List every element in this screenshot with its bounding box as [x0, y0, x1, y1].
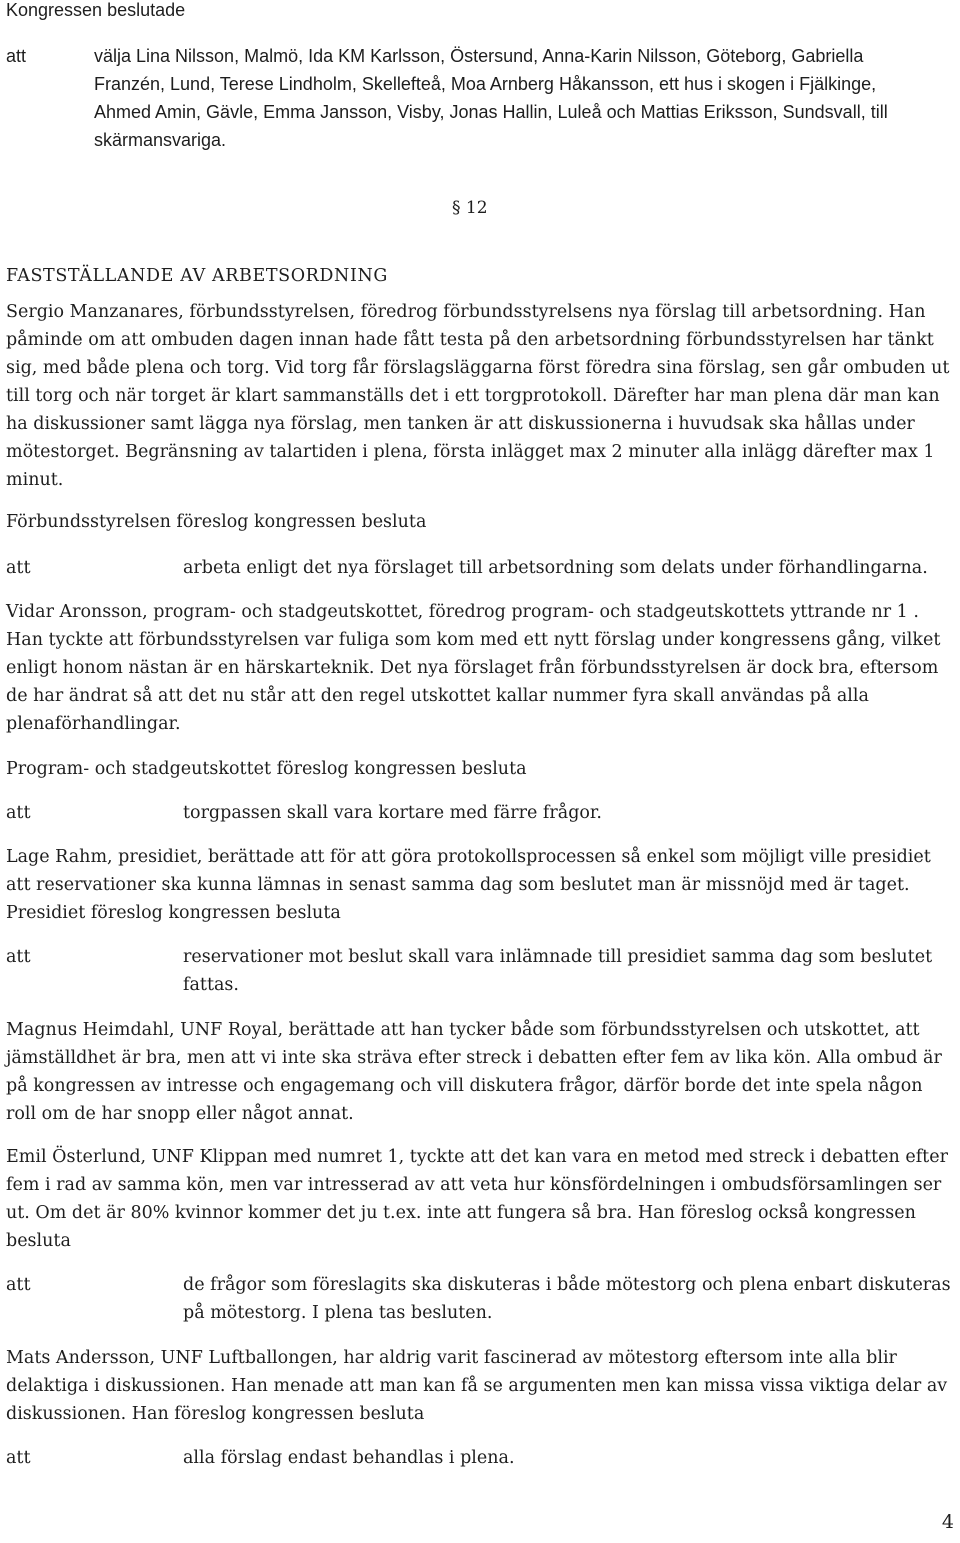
att-label: att	[6, 46, 27, 66]
att-clause-arbetsordning	[6, 554, 958, 582]
paragraph-magnus: Magnus Heimdahl, UNF Royal, berättade att han tycker både som förbundsstyrelsen och utskottet, att jämställdhet är bra, men att vi inte ska sträva efter streck i debatten efter fem av lika kön. Alla ombud är på kongressen av intresse och engagemang och vill diskutera frågor, därför borde det inte spela någon roll om de har snopp eller något annat.	[6, 1020, 942, 1124]
paragraph-mats: Mats Andersson, UNF Luftballongen, har aldrig varit fascinerad av mötestorg eftersom inte alla blir delaktiga i diskussionen. Han menade att man kan få se argumenten men kan missa vissa viktiga delar av diskussionen. Han föreslog kongressen besluta	[6, 1348, 948, 1424]
att-clause-plena	[6, 1444, 958, 1472]
att-label: att	[6, 1275, 31, 1295]
intro-line: Kongressen beslutade	[6, 0, 186, 20]
att-text: de frågor som föreslagits ska diskuteras i både mötestorg och plena enbart diskuteras på mötestorg. I plena tas besluten.	[183, 1275, 951, 1323]
paragraph-lage: Lage Rahm, presidiet, berättade att för att göra protokollsprocessen så enkel som möjligt ville presidiet att reservationer ska kunna lämnas in senast samma dag som beslutet man är missnöjd med är taget. Presidiet föreslog kongressen besluta	[6, 847, 931, 923]
att-label: att	[6, 803, 31, 823]
att-text: reservationer mot beslut skall vara inlämnade till presidiet samma dag som beslutet fattas.	[183, 947, 933, 995]
att-clause-reservationer	[6, 943, 958, 999]
att-text: alla förslag endast behandlas i plena.	[183, 1448, 515, 1468]
att-text: arbeta enligt det nya förslaget till arbetsordning som delats under förhandlingarna.	[183, 558, 928, 578]
paragraph-fs-proposal: Förbundsstyrelsen föreslog kongressen besluta	[6, 512, 427, 532]
att-label: att	[6, 558, 31, 578]
att-clause-skarmansvariga	[6, 42, 936, 154]
att-text: torgpassen skall vara kortare med färre frågor.	[183, 803, 602, 823]
paragraph-emil: Emil Österlund, UNF Klippan med numret 1, tyckte att det kan vara en metod med streck i debatten efter fem i rad av samma kön, men var intresserad av att veta hur könsfördelningen i ombudsförsamlingen ser ut. Om det är 80% kvinnor kommer det ju t.ex. inte att fungera så bra. Han föreslog också kongressen besluta	[6, 1147, 948, 1251]
att-clause-torgpassen	[6, 799, 958, 827]
section-heading: FASTSTÄLLANDE AV ARBETSORDNING	[6, 266, 388, 286]
section-number: § 12	[452, 198, 488, 218]
att-label: att	[6, 1448, 31, 1468]
att-label: att	[6, 947, 31, 967]
att-clause-fragor	[6, 1271, 958, 1327]
paragraph-sergio: Sergio Manzanares, förbundsstyrelsen, föredrog förbundsstyrelsens nya förslag till arbetsordning. Han påminde om att ombuden dagen innan hade fått testa på den arbetsordning förbundsstyrelsen har tänkt sig, med både plena och torg. Vid torg får förslagsläggarna först föredra sina förslag, sen går ombuden ut till torg och när torget är klart sammanställs det i ett torgprotokoll. Därefter har man plena där man kan ha diskussioner samt lägga nya förslag, men tanken är att diskussionerna i huvudsak ska hållas under mötestorget. Begränsning av talartiden i plena, första inlägget max 2 minuter alla inlägg därefter max 1 minut.	[6, 302, 950, 490]
paragraph-vidar: Vidar Aronsson, program- och stadgeutskottet, föredrog program- och stadgeutskottets yttrande nr 1 . Han tyckte att förbundsstyrelsen var fuliga som kom med ett nytt förslag under kongressens gång, vilket enligt honom nästan är en härskarteknik. Det nya förslaget från förbundsstyrelsen är dock bra, eftersom de har ändrat så att det nu står att den regel utskottet kallar nummer fyra skall användas på alla plenaförhandlingar.	[6, 602, 941, 734]
paragraph-utskott-proposal: Program- och stadgeutskottet föreslog kongressen besluta	[6, 759, 527, 779]
att-text: välja Lina Nilsson, Malmö, Ida KM Karlsson, Östersund, Anna-Karin Nilsson, Göteborg, Gabriella Franzén, Lund, Terese Lindholm, Skellefteå, Moa Arnberg Håkansson, ett hus i skogen i Fjälkinge, Ahmed Amin, Gävle, Emma Jansson, Visby, Jonas Hallin, Luleå och Mattias Eriksson, Sundsvall, till skärmansvariga.	[94, 46, 888, 150]
page-number: 4	[941, 1511, 954, 1533]
